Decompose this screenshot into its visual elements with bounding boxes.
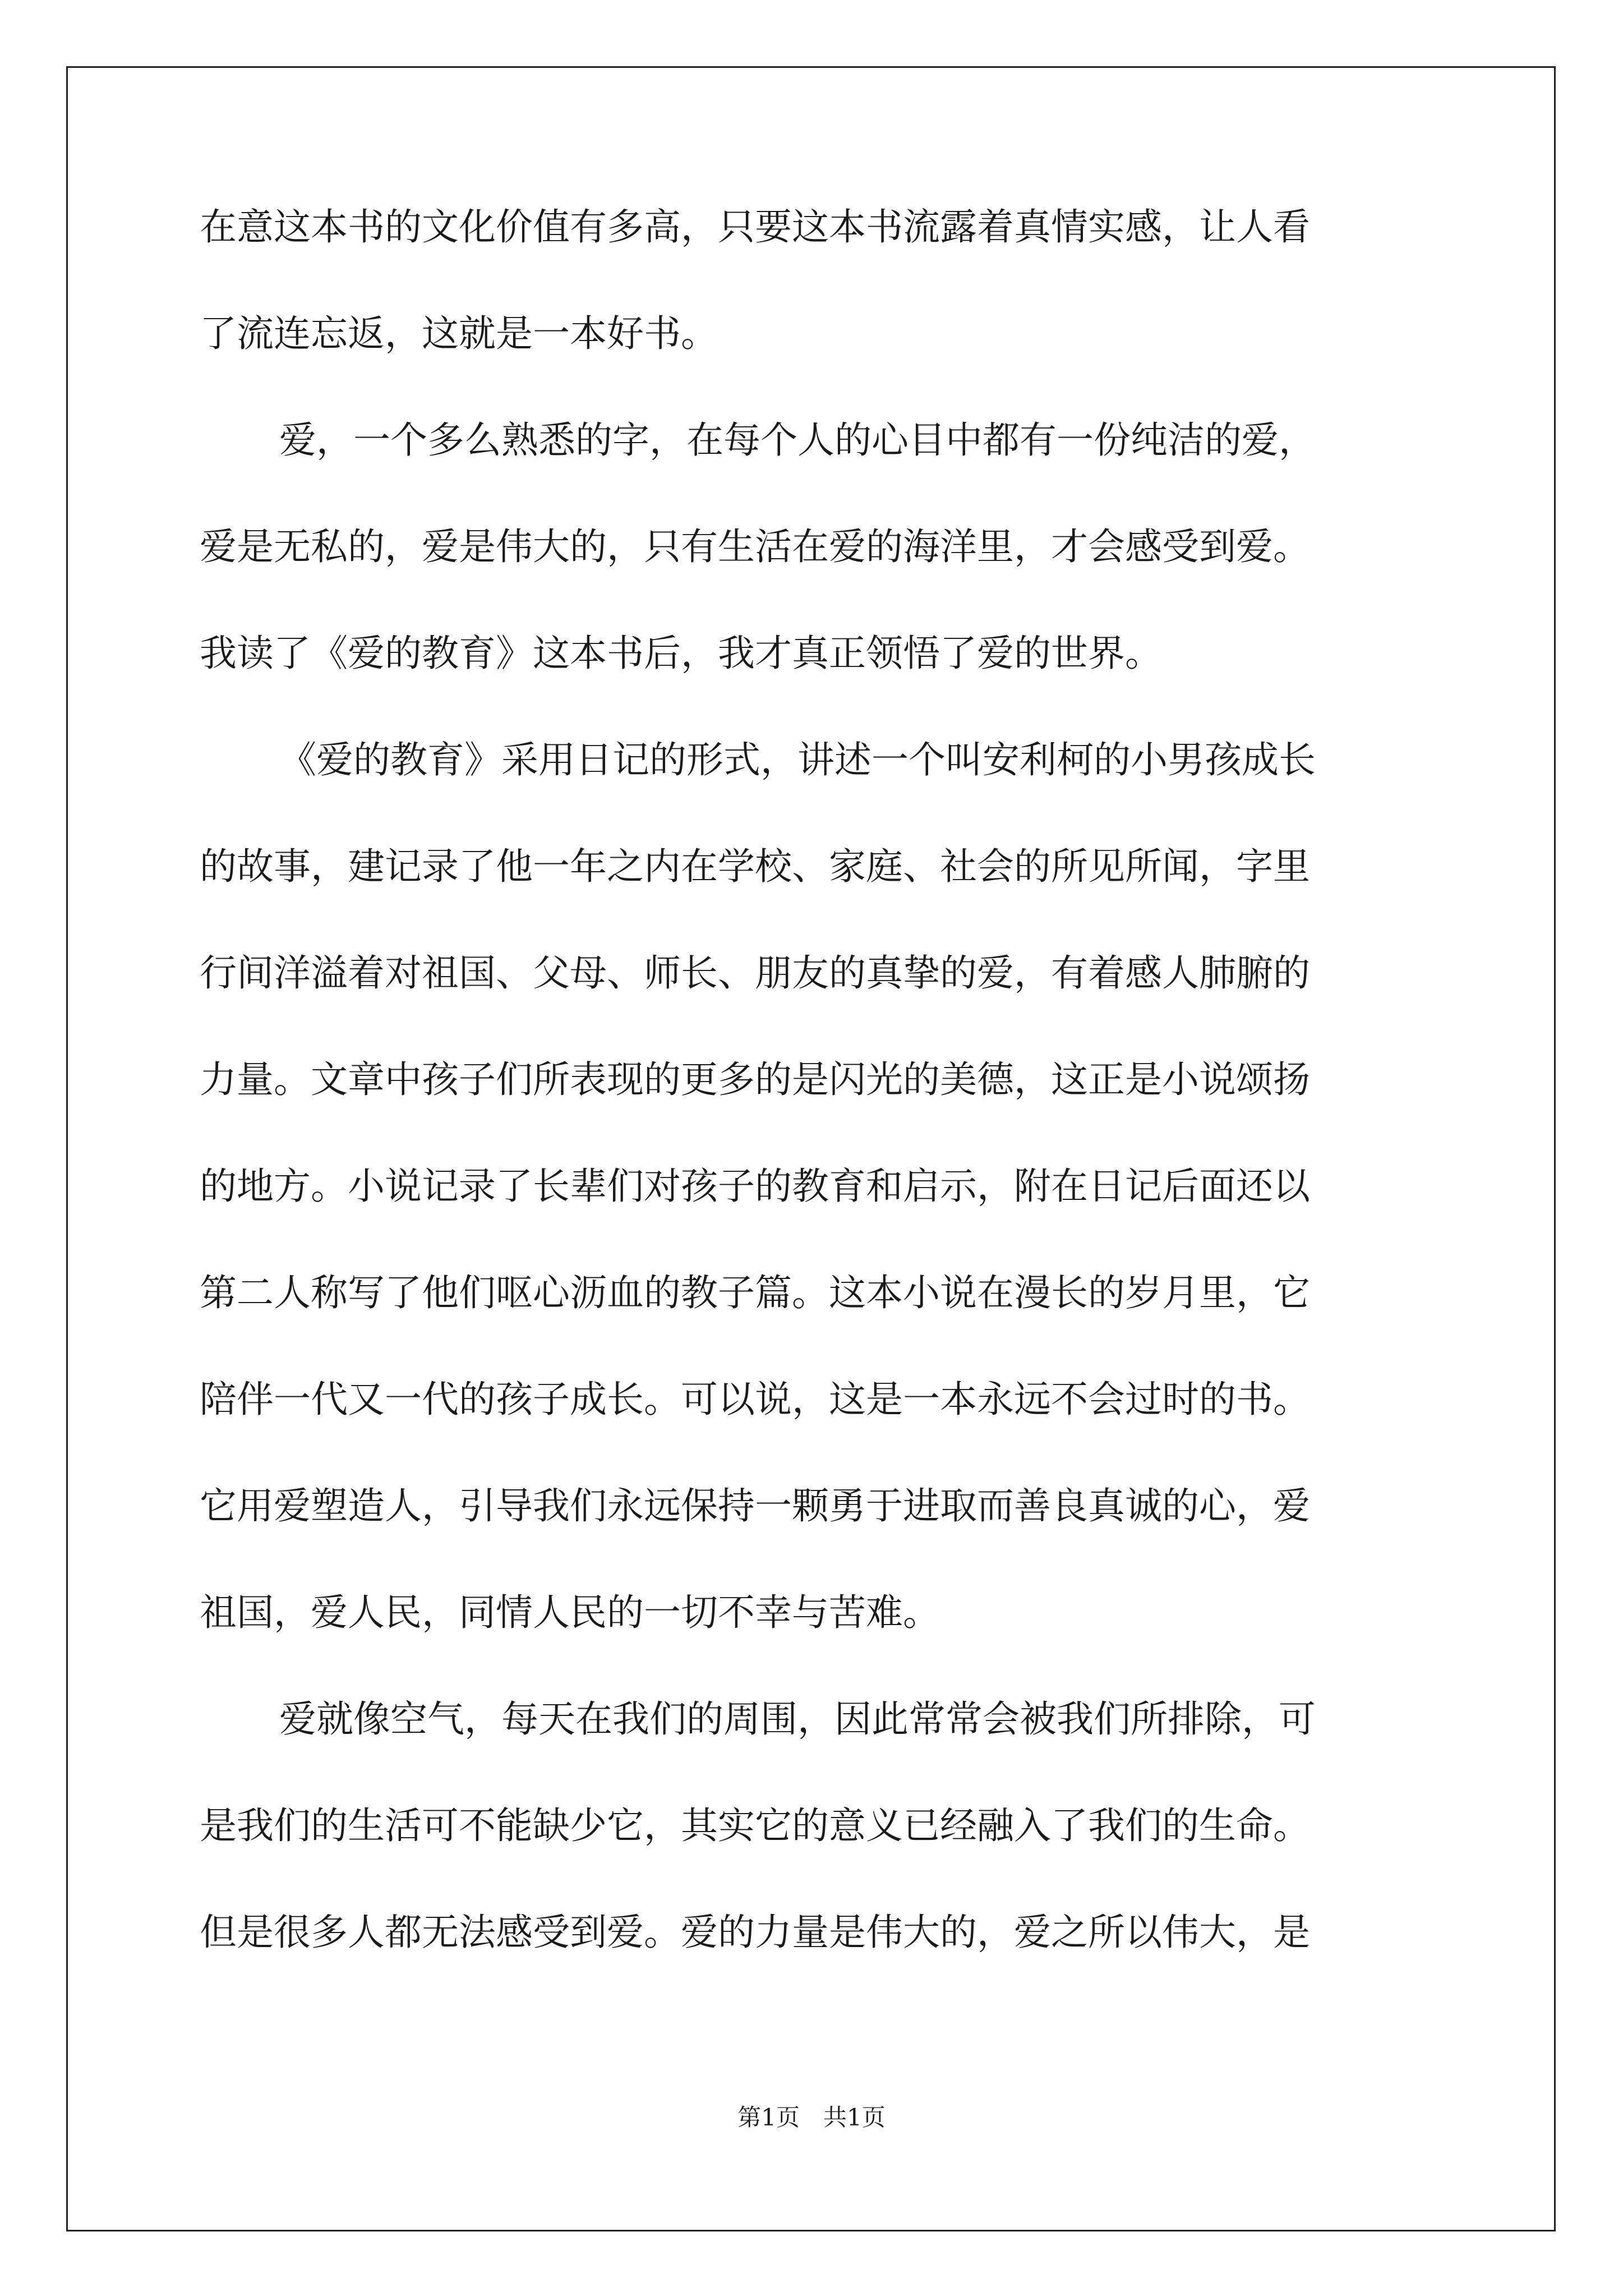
text-line-9: 力量。文章中孩子们所表现的更多的是闪光的美德，这正是小说颂扬 [200,1058,1310,1101]
text-line-1: 在意这本书的文化价值有多高，只要这本书流露着真情实感，让人看 [200,205,1310,249]
paragraph-start-line-3: 爱，一个多么熟悉的字，在每个人的心目中都有一份纯洁的爱， [279,418,1316,462]
paragraph-start-line-15: 爱就像空气，每天在我们的周围，因此常常会被我们所排除，可 [279,1697,1316,1741]
page-footer [0,2101,1623,2134]
text-line-2: 了流连忘返，这就是一本好书。 [200,312,718,355]
paragraph-start-line-6: 《爱的教育》采用日记的形式，讲述一个叫安利柯的小男孩成长 [279,738,1316,781]
page-number-total: 共1页 [823,2104,886,2131]
text-line-5: 我读了《爱的教育》这本书后，我才真正领悟了爱的世界。 [200,632,1162,675]
text-line-13: 它用爱塑造人，引导我们永远保持一颗勇于进取而善良真诚的心，爱 [200,1484,1310,1527]
text-line-11: 第二人称写了他们呕心沥血的教子篇。这本小说在漫长的岁月里，它 [200,1271,1310,1314]
text-line-4: 爱是无私的，爱是伟大的，只有生活在爱的海洋里，才会感受到爱。 [200,525,1310,568]
text-line-10: 的地方。小说记录了长辈们对孩子的教育和启示，附在日记后面还以 [200,1165,1310,1208]
text-line-7: 的故事，建记录了他一年之内在学校、家庭、社会的所见所闻，字里 [200,845,1310,888]
text-line-12: 陪伴一代又一代的孩子成长。可以说，这是一本永远不会过时的书。 [200,1378,1310,1421]
text-line-16: 是我们的生活可不能缺少它，其实它的意义已经融入了我们的生命。 [200,1804,1310,1847]
page-number-current: 第1页 [737,2104,800,2131]
text-line-8: 行间洋溢着对祖国、父母、师长、朋友的真挚的爱，有着感人肺腑的 [200,951,1310,995]
text-line-17: 但是很多人都无法感受到爱。爱的力量是伟大的，爱之所以伟大，是 [200,1911,1310,1954]
text-line-14: 祖国，爱人民，同情人民的一切不幸与苦难。 [200,1591,940,1634]
